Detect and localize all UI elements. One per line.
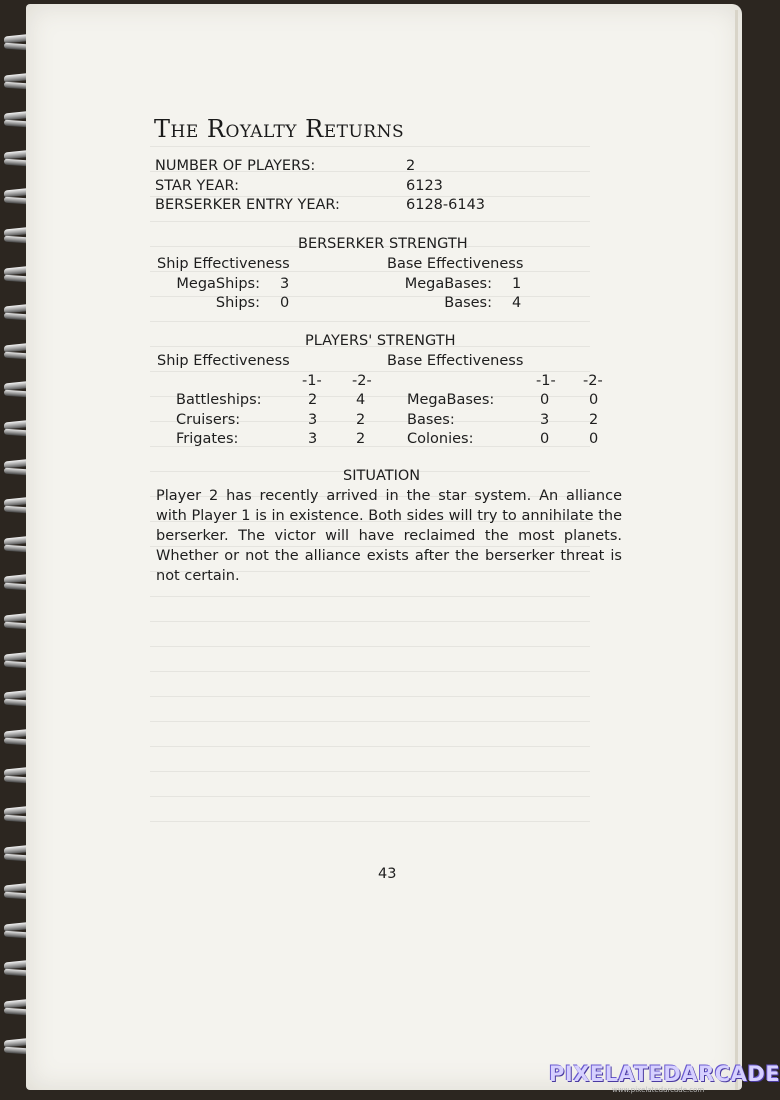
berserker-base-label: Base Effectiveness bbox=[387, 256, 524, 272]
berserker-ship-label: Ship Effectiveness bbox=[157, 256, 290, 272]
megaships-value: 3 bbox=[280, 276, 290, 292]
megaships-label: MegaShips: bbox=[176, 276, 260, 292]
entry-year-label: BERSERKER ENTRY YEAR: bbox=[155, 197, 340, 213]
frigates-label: Frigates: bbox=[176, 431, 239, 447]
player-megabases-p1: 0 bbox=[540, 392, 550, 408]
ships-value: 0 bbox=[280, 295, 290, 311]
player-bases-p2: 2 bbox=[589, 412, 599, 428]
players-label: NUMBER OF PLAYERS: bbox=[155, 158, 316, 174]
cruisers-label: Cruisers: bbox=[176, 412, 241, 428]
ship-col-player1: -1- bbox=[302, 373, 322, 389]
player-bases-p1: 3 bbox=[540, 412, 550, 428]
player-megabases-label: MegaBases: bbox=[407, 392, 495, 408]
situation-paragraph: Player 2 has recently arrived in the star system. An alliance with Player 1 is in existence. Both sides will try to annihilate the berserker. The victor will have reclaimed the most planets. Whether or not the alliance exists after the berserker threat is not certain. bbox=[156, 488, 622, 584]
frigates-p2: 2 bbox=[356, 431, 366, 447]
situation-heading: SITUATION bbox=[343, 468, 421, 484]
ship-col-player2: -2- bbox=[352, 373, 372, 389]
colonies-label: Colonies: bbox=[407, 431, 474, 447]
berserker-megabases-label: MegaBases: bbox=[404, 276, 492, 292]
star-year-label: STAR YEAR: bbox=[155, 178, 239, 194]
base-col-player2: -2- bbox=[583, 373, 603, 389]
page-edge bbox=[735, 10, 738, 1090]
cruisers-p2: 2 bbox=[356, 412, 366, 428]
players-ship-label: Ship Effectiveness bbox=[157, 353, 290, 369]
battleships-label: Battleships: bbox=[176, 392, 262, 408]
cruisers-p1: 3 bbox=[308, 412, 318, 428]
berserker-bases-value: 4 bbox=[512, 295, 522, 311]
berserker-bases-label: Bases: bbox=[444, 295, 492, 311]
frigates-p1: 3 bbox=[308, 431, 318, 447]
berserker-megabases-value: 1 bbox=[512, 276, 522, 292]
entry-year-value: 6128-6143 bbox=[406, 197, 486, 213]
watermark-url: www.pixelatedarcade.com bbox=[612, 1086, 705, 1094]
watermark-logo: PIXELATEDARCADE bbox=[549, 1062, 780, 1086]
star-year-value: 6123 bbox=[406, 178, 443, 194]
colonies-p1: 0 bbox=[540, 431, 550, 447]
players-heading: PLAYERS' STRENGTH bbox=[305, 333, 456, 349]
player-bases-label: Bases: bbox=[407, 412, 455, 428]
page-title: The Royalty Returns bbox=[154, 115, 405, 143]
colonies-p2: 0 bbox=[589, 431, 599, 447]
base-col-player1: -1- bbox=[536, 373, 556, 389]
player-megabases-p2: 0 bbox=[589, 392, 599, 408]
battleships-p2: 4 bbox=[356, 392, 366, 408]
page-number: 43 bbox=[378, 866, 397, 882]
berserker-heading: BERSERKER STRENGTH bbox=[298, 236, 468, 252]
players-base-label: Base Effectiveness bbox=[387, 353, 524, 369]
players-value: 2 bbox=[406, 158, 416, 174]
battleships-p1: 2 bbox=[308, 392, 318, 408]
ships-label: Ships: bbox=[215, 295, 260, 311]
